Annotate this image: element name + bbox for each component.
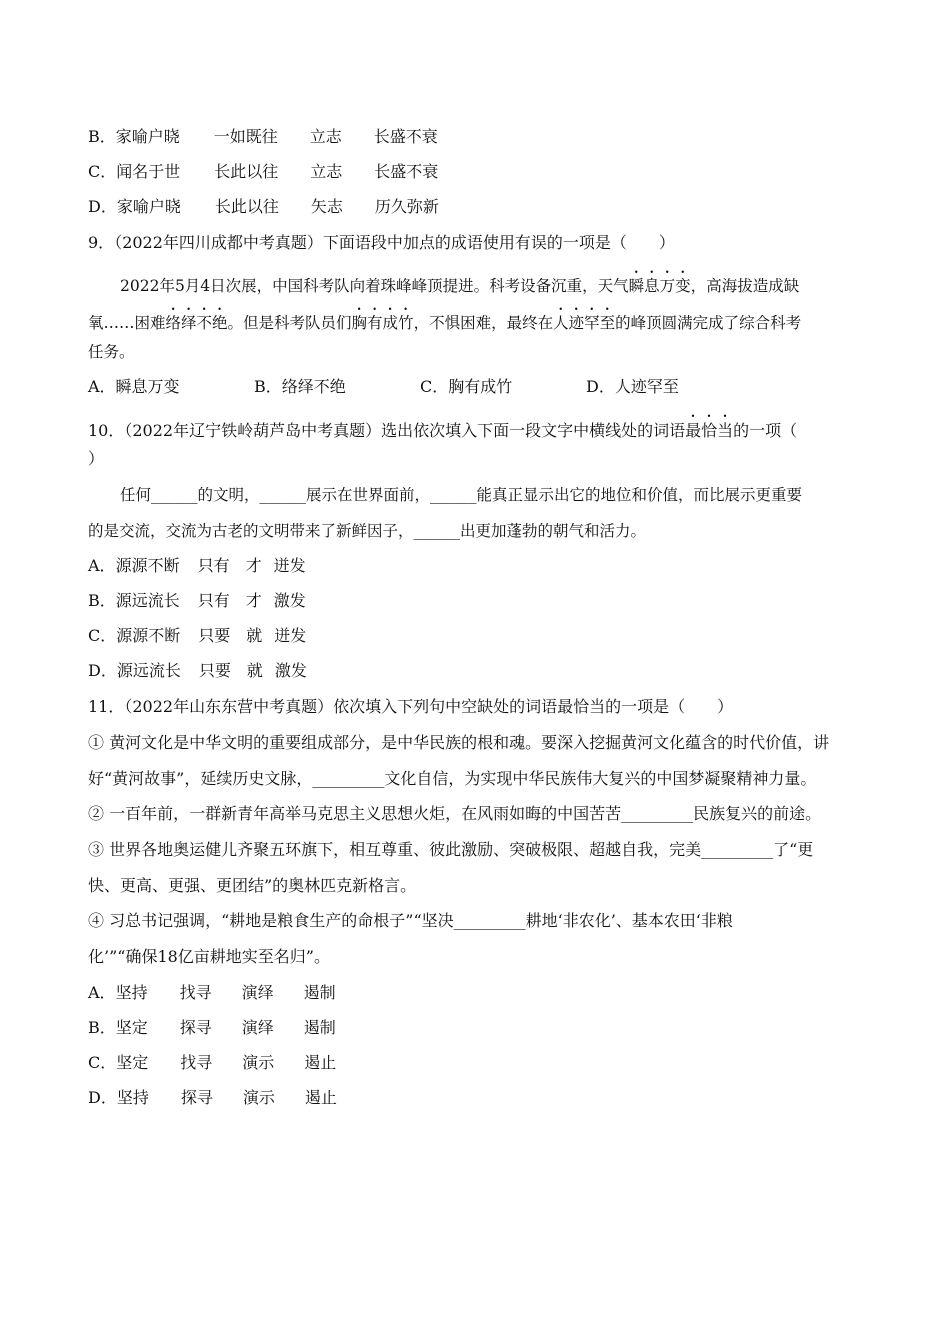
- option-letter: A．: [88, 983, 116, 1002]
- q10-passage-line-2: [88, 520, 862, 542]
- option-word: 遏止: [304, 1053, 337, 1072]
- option-word: 坚持: [115, 983, 148, 1002]
- question-number: 10．: [88, 421, 125, 440]
- option-word: 找寻: [179, 983, 212, 1002]
- sentence-text: 快、更高、更强、更团结”的奥林匹克新格言。: [88, 876, 417, 895]
- question-stem: ）: [88, 449, 105, 468]
- option-word: 只有: [197, 591, 230, 610]
- passage-text: ，不惧困难，最终在: [413, 314, 554, 332]
- option-word: 长盛不衰: [373, 127, 438, 146]
- passage-text: 任务。: [88, 343, 135, 361]
- option-word: 探寻: [180, 1088, 213, 1107]
- q11-sentence-3b: [88, 875, 862, 897]
- emphasized-idiom: 胸有成竹: [351, 314, 414, 332]
- option-word: 才: [245, 556, 262, 575]
- sentence-text: ③ 世界各地奥运健儿齐聚五环旗下，相互尊重、彼此激励、突破极限、超越自我，完美_________了“更: [88, 840, 814, 859]
- passage-text: 2022年5月4日次展，中国科考队向着珠峰峰顶提进。科考设备沉重，天气: [120, 277, 629, 295]
- option-word: 家喻户晓: [116, 197, 181, 216]
- option-word: 长此以往: [214, 197, 279, 216]
- option-letter: B．: [88, 127, 116, 146]
- option-word: 长盛不衰: [374, 162, 439, 181]
- option-word: 就: [246, 626, 263, 645]
- q8-option-b: [88, 126, 862, 148]
- passage-text: 的是交流，交流为古老的文明带来了新鲜因子，______出更加蓬勃的朝气和活力。: [88, 522, 647, 540]
- sentence-text: ② 一百年前，一群新青年高举马克思主义思想火炬，在风雨如晦的中国苦苦_________民族复兴的前途。: [88, 804, 822, 823]
- option-word: 长此以往: [214, 162, 279, 181]
- question-number: 9．: [88, 233, 115, 252]
- sentence-text: 好“黄河故事”，延续历史文脉，_________文化自信，为实现中华民族伟大复兴的中国梦凝聚精神力量。: [88, 769, 817, 788]
- option-word: 一如既往: [213, 127, 278, 146]
- q11-sentence-1b: [88, 768, 862, 790]
- option-word: 遏制: [303, 983, 336, 1002]
- passage-text: ，高海拔造成缺: [690, 277, 800, 295]
- option-word: 探寻: [179, 1018, 212, 1037]
- option-letter: C．: [88, 1053, 117, 1072]
- option-word: 迸发: [274, 626, 307, 645]
- option-word: 只有: [197, 556, 230, 575]
- q11-option-b: [88, 1017, 862, 1039]
- q10-stem: [88, 412, 862, 442]
- q11-option-c: [88, 1052, 862, 1074]
- option-word: 演绎: [241, 983, 274, 1002]
- q9-options: [88, 376, 862, 398]
- q9-stem: [88, 232, 862, 254]
- q11-sentence-1a: [88, 732, 862, 754]
- q10-option-b: [88, 590, 862, 612]
- option-word: 立志: [309, 127, 342, 146]
- q10-stem-continued: [88, 448, 862, 470]
- option-word: 激发: [273, 591, 306, 610]
- emphasized-word: 最恰当: [685, 421, 734, 440]
- option-word: 找寻: [180, 1053, 213, 1072]
- option-b: B．络绎不绝: [254, 377, 346, 396]
- emphasized-idiom: 人迹罕至: [553, 314, 616, 332]
- sentence-text: 化’”“确保18亿亩耕地实至名归”。: [88, 947, 330, 966]
- q9-passage-line-2: [88, 305, 862, 334]
- option-letter: C．: [88, 626, 117, 645]
- option-word: 源远流长: [115, 591, 180, 610]
- question-stem: 的一项（: [733, 421, 798, 440]
- option-word: 坚持: [116, 1088, 149, 1107]
- option-word: 遏止: [304, 1088, 337, 1107]
- option-word: 迸发: [273, 556, 306, 575]
- option-letter: D．: [88, 1088, 117, 1107]
- question-stem: （2022年四川成都中考真题）下面语段中加点的成语使用有误的一项是（ ）: [114, 233, 675, 252]
- option-word: 遏制: [303, 1018, 336, 1037]
- q9-passage-line-3: [88, 341, 862, 363]
- passage-text: 的峰顶圆满完成了综合科考: [615, 314, 802, 332]
- q10-option-a: [88, 555, 862, 577]
- option-word: 只要: [198, 661, 231, 680]
- option-word: 坚定: [115, 1018, 148, 1037]
- option-word: 立志: [310, 162, 343, 181]
- option-word: 源源不断: [115, 556, 180, 575]
- option-word: 激发: [274, 661, 307, 680]
- q10-option-c: [88, 625, 862, 647]
- option-word: 源远流长: [116, 661, 181, 680]
- q10-passage-line-1: [120, 484, 862, 506]
- option-word: 矢志: [310, 197, 343, 216]
- option-c: C．胸有成竹: [420, 377, 513, 396]
- passage-text: 。但是科考队员们: [227, 314, 352, 332]
- option-word: 演示: [242, 1053, 275, 1072]
- option-word: 闻名于世: [116, 162, 181, 181]
- question-stem: （2022年辽宁铁岭葫芦岛中考真题）选出依次填入下面一段文字中横线处的词语: [124, 421, 686, 440]
- option-word: 演示: [242, 1088, 275, 1107]
- q11-sentence-2: [88, 803, 862, 825]
- option-word: 就: [246, 661, 263, 680]
- passage-text: 氧……困难: [88, 314, 166, 332]
- q11-sentence-3a: [88, 839, 862, 861]
- sentence-text: ① 黄河文化是中华文明的重要组成部分，是中华民族的根和魂。要深入挖掘黄河文化蕴含的时代价值，讲: [88, 733, 830, 752]
- q11-sentence-4b: [88, 946, 862, 968]
- option-letter: A．: [88, 556, 116, 575]
- q11-sentence-4a: [88, 910, 862, 932]
- q8-option-c: [88, 161, 862, 183]
- option-word: 只要: [198, 626, 231, 645]
- sentence-text: ④ 习总书记强调，“耕地是粮食生产的命根子”“坚决_________耕地‘非农化’、基本农田‘非粮: [88, 911, 733, 930]
- q8-option-d: [88, 196, 862, 218]
- option-letter: D．: [88, 197, 117, 216]
- q11-option-d: [88, 1087, 862, 1109]
- option-letter: D．: [88, 661, 117, 680]
- q9-passage-line-1: [120, 268, 862, 297]
- q11-stem: [88, 696, 862, 718]
- emphasized-idiom: 络绎不绝: [165, 314, 228, 332]
- emphasized-idiom: 瞬息万变: [628, 277, 691, 295]
- option-word: 源源不断: [116, 626, 181, 645]
- option-d: D．人迹罕至: [586, 377, 679, 396]
- passage-text: 任何______的文明，______展示在世界面前，______能真正显示出它的地位和价值，而比展示更重要: [120, 486, 803, 504]
- q10-option-d: [88, 660, 862, 682]
- option-letter: B．: [88, 1018, 116, 1037]
- option-word: 历久弥新: [374, 197, 439, 216]
- option-word: 才: [245, 591, 262, 610]
- question-stem: （2022年山东东营中考真题）依次填入下列句中空缺处的词语最恰当的一项是（ ）: [124, 697, 734, 716]
- question-number: 11．: [88, 697, 125, 716]
- option-word: 家喻户晓: [115, 127, 180, 146]
- option-word: 坚定: [116, 1053, 149, 1072]
- q11-option-a: [88, 982, 862, 1004]
- option-word: 演绎: [241, 1018, 274, 1037]
- option-a: A．瞬息万变: [88, 377, 180, 396]
- option-letter: C．: [88, 162, 117, 181]
- option-letter: B．: [88, 591, 116, 610]
